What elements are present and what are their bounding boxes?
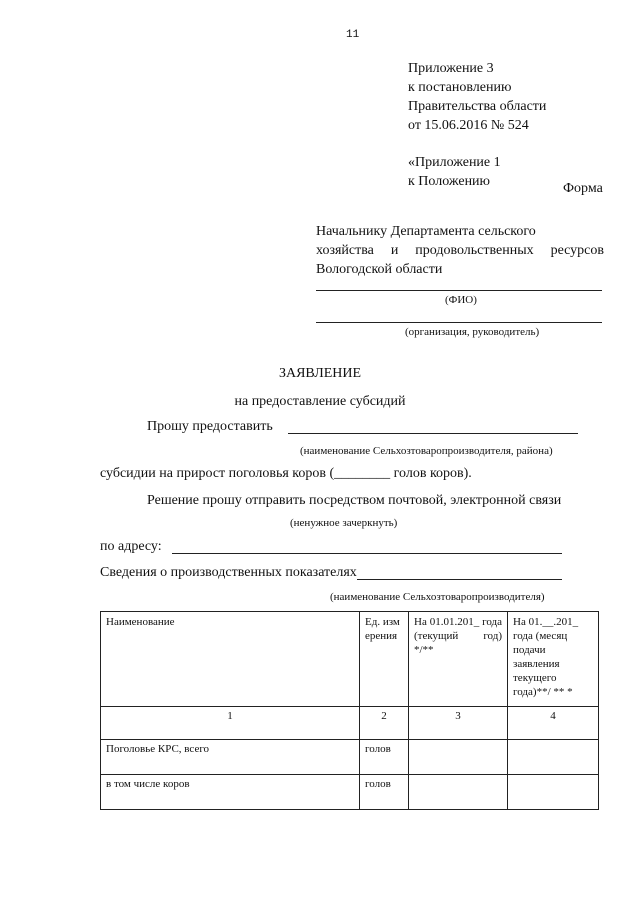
appendix-line: Приложение 3: [408, 61, 494, 76]
column-number: 3: [409, 707, 508, 740]
info-caption: (наименование Сельхозтоваропроизводителя): [330, 591, 545, 603]
table-header-row: [101, 612, 599, 707]
fio-blank-line[interactable]: [316, 290, 602, 291]
table-number-row: [101, 707, 599, 740]
appendix-block: [408, 59, 546, 191]
decision-line: Решение прошу отправить посредством почтовой, электронной связи: [147, 493, 562, 508]
row-value-application-month[interactable]: [508, 775, 599, 810]
column-number: 2: [360, 707, 409, 740]
addressee-line: Вологодской области: [316, 262, 443, 277]
appendix-line: к постановлению: [408, 80, 512, 95]
addressee-line: Начальнику Департамента сельского: [316, 224, 536, 239]
appendix-line: от 15.06.2016 № 524: [408, 118, 529, 133]
org-blank-line[interactable]: [316, 322, 602, 323]
page-number: 11: [346, 29, 360, 41]
appendix-sub-line: «Приложение 1: [408, 155, 501, 170]
row-name: в том числе коров: [101, 775, 360, 810]
indicators-table: [100, 611, 599, 810]
address-blank-line[interactable]: [172, 553, 562, 554]
table-row: [101, 740, 599, 775]
table-row: [101, 775, 599, 810]
addressee-block: [316, 222, 604, 279]
addressee-line: хозяйства и продовольственных ресурсов: [316, 243, 604, 258]
address-label: по адресу:: [100, 539, 162, 554]
decision-caption: (ненужное зачеркнуть): [290, 517, 398, 529]
header-unit: Ед. измерения: [360, 612, 409, 707]
row-unit: голов: [360, 775, 409, 810]
column-number: 1: [101, 707, 360, 740]
row-unit: голов: [360, 740, 409, 775]
row-value-application-month[interactable]: [508, 740, 599, 775]
row-value-current-year[interactable]: [409, 740, 508, 775]
row-name: Поголовье КРС, всего: [101, 740, 360, 775]
info-blank-line[interactable]: [357, 579, 562, 580]
document-title: ЗАЯВЛЕНИЕ: [278, 366, 362, 381]
header-current-year: На 01.01.201_ года (текущий год) */**: [409, 612, 508, 707]
column-number: 4: [508, 707, 599, 740]
request-blank-line[interactable]: [288, 433, 578, 434]
document-subtitle: на предоставление субсидий: [234, 394, 406, 409]
info-label: Сведения о производственных показателях: [100, 565, 357, 580]
request-label: Прошу предоставить: [147, 419, 273, 434]
header-name: Наименование: [101, 612, 360, 707]
header-application-month: На 01.__.201_ года (месяц подачи заявления текущего года)**/ ** *: [508, 612, 599, 707]
appendix-sub-line: к Положению: [408, 174, 491, 189]
request-caption: (наименование Сельхозтоваропроизводителя, района): [300, 445, 553, 457]
org-caption: (организация, руководитель): [405, 326, 540, 338]
appendix-line: Правительства области: [408, 99, 547, 114]
row-value-current-year[interactable]: [409, 775, 508, 810]
fio-caption: (ФИО): [445, 294, 477, 306]
subsidy-line: субсидии на прирост поголовья коров (________ голов коров).: [100, 466, 472, 481]
form-label: Форма: [563, 181, 603, 196]
